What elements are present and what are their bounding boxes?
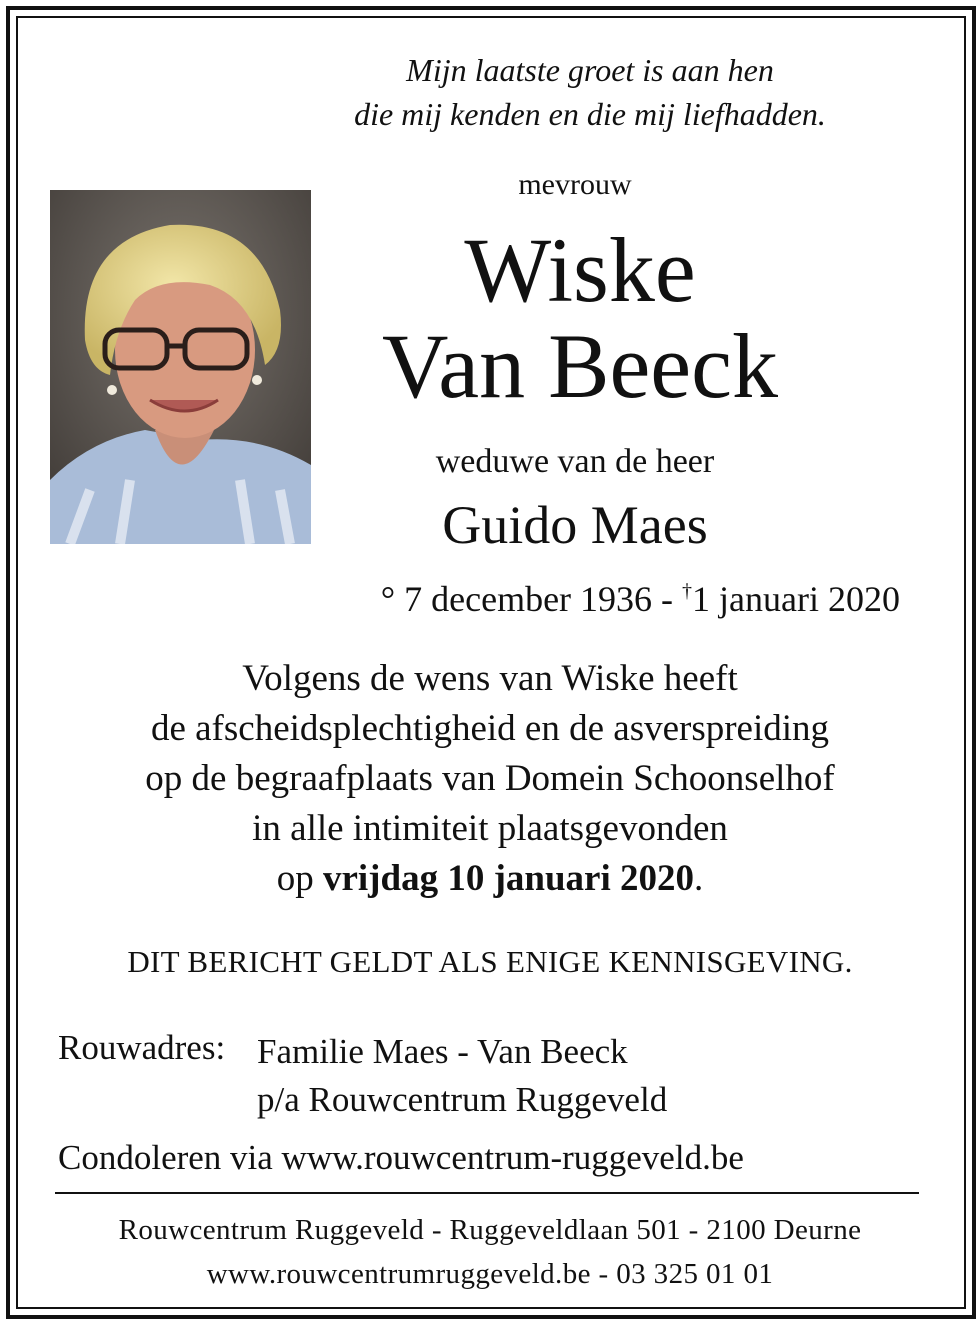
deceased-last-name: Van Beeck — [382, 315, 778, 417]
death-date: 1 januari 2020 — [692, 579, 900, 619]
deceased-name — [300, 219, 860, 417]
death-cross-icon: † — [682, 580, 693, 602]
motto — [250, 48, 930, 136]
ceremony-date: vrijdag 10 januari 2020 — [322, 858, 695, 899]
motto-line-2: die mij kenden en die mij liefhadden. — [354, 96, 826, 132]
announcement-line-3: op de begraafplaats van Domein Schoonselhof — [145, 758, 835, 799]
portrait-photo — [50, 190, 311, 544]
footer-address: Rouwcentrum Ruggeveld - Ruggeveldlaan 501 - 2100 Deurne — [118, 1214, 862, 1246]
birth-symbol: ° — [380, 579, 396, 619]
address-label: Rouwadres: — [58, 1028, 226, 1067]
announcement-line-1: Volgens de wens van Wiske heeft — [242, 658, 738, 699]
announcement-paragraph — [40, 654, 940, 904]
announcement-line-4: in alle intimiteit plaatsgevonden — [252, 808, 728, 849]
ceremony-suffix: . — [694, 858, 704, 899]
address-block — [257, 1028, 667, 1124]
address-line-1: Familie Maes - Van Beeck — [257, 1032, 628, 1071]
footer-contact: www.rouwcentrumruggeveld.be - 03 325 01 01 — [206, 1258, 774, 1290]
title-prefix: mevrouw — [518, 168, 632, 201]
condolence-link[interactable]: Condoleren via www.rouwcentrum-ruggeveld.be — [58, 1138, 744, 1177]
birth-date: 7 december 1936 - — [404, 579, 674, 619]
spouse-name: Guido Maes — [442, 495, 708, 555]
announcement-line-2: de afscheidsplechtigheid en de asverspreiding — [150, 708, 830, 749]
address-line-2: p/a Rouwcentrum Ruggeveld — [257, 1080, 668, 1119]
motto-line-1: Mijn laatste groet is aan hen — [406, 52, 774, 88]
ceremony-prefix: op — [276, 858, 314, 899]
life-dates — [240, 578, 900, 620]
announcement-line-5 — [40, 854, 940, 904]
portrait-illustration — [50, 190, 311, 544]
official-notice: DIT BERICHT GELDT ALS ENIGE KENNISGEVING. — [127, 944, 853, 979]
deceased-first-name: Wiske — [464, 219, 696, 321]
footer — [40, 1208, 940, 1296]
divider — [55, 1192, 919, 1194]
relation-text: weduwe van de heer — [435, 443, 715, 480]
